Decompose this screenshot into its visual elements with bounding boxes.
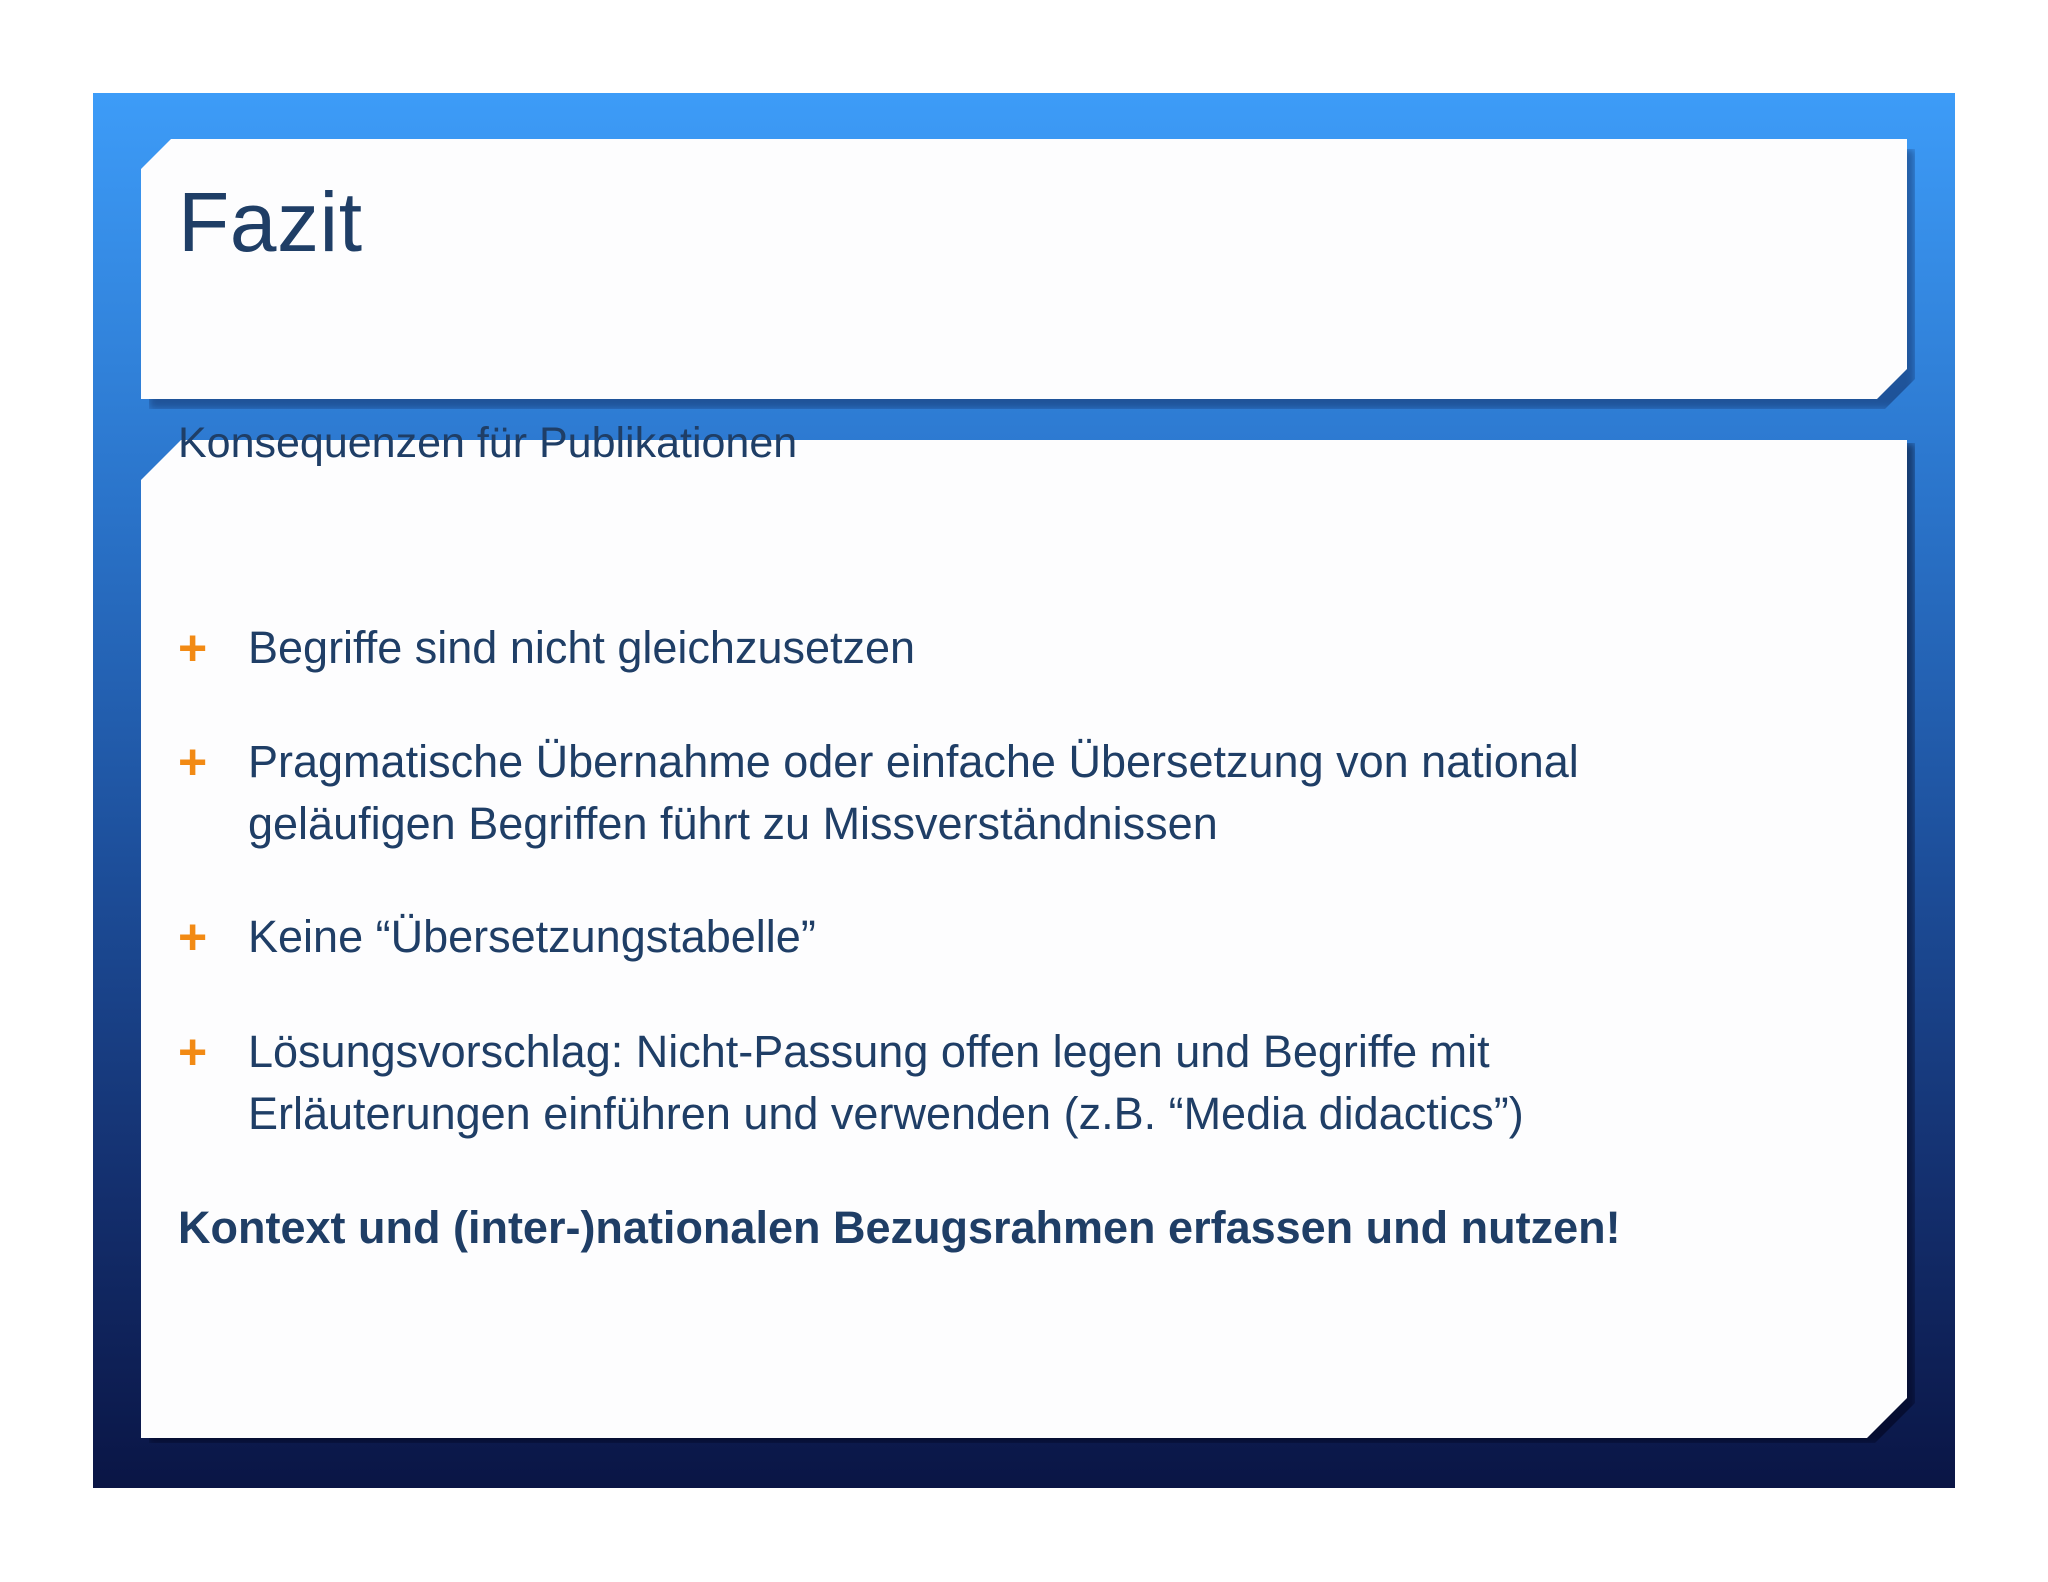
- bullet-item: [178, 1021, 1778, 1145]
- conclusion-text: Kontext und (inter-)nationalen Bezugsrahmen erfassen und nutzen!: [178, 1202, 1621, 1253]
- plus-icon: +: [178, 909, 208, 965]
- bullet-text: Lösungsvorschlag: Nicht-Passung offen legen und Begriffe mit Erläuterungen einführen und verwenden (z.B. “Media didactics”): [248, 1026, 1524, 1139]
- bullet-item: [178, 906, 1778, 968]
- plus-icon: +: [178, 620, 208, 676]
- plus-icon: +: [178, 734, 208, 790]
- plus-icon: +: [178, 1024, 208, 1080]
- slide-subtitle: Konsequenzen für Publikationen: [178, 419, 798, 467]
- title-panel: [141, 139, 1907, 399]
- bullet-text: Begriffe sind nicht gleichzusetzen: [248, 622, 916, 673]
- bullet-item: [178, 617, 1778, 679]
- bullet-text: Keine “Übersetzungstabelle”: [248, 911, 816, 962]
- bullet-item: [178, 731, 1778, 855]
- slide-title: Fazit: [178, 175, 363, 269]
- bullet-text: Pragmatische Übernahme oder einfache Übersetzung von national geläufigen Begriffen führt zu Missverständnissen: [248, 736, 1579, 849]
